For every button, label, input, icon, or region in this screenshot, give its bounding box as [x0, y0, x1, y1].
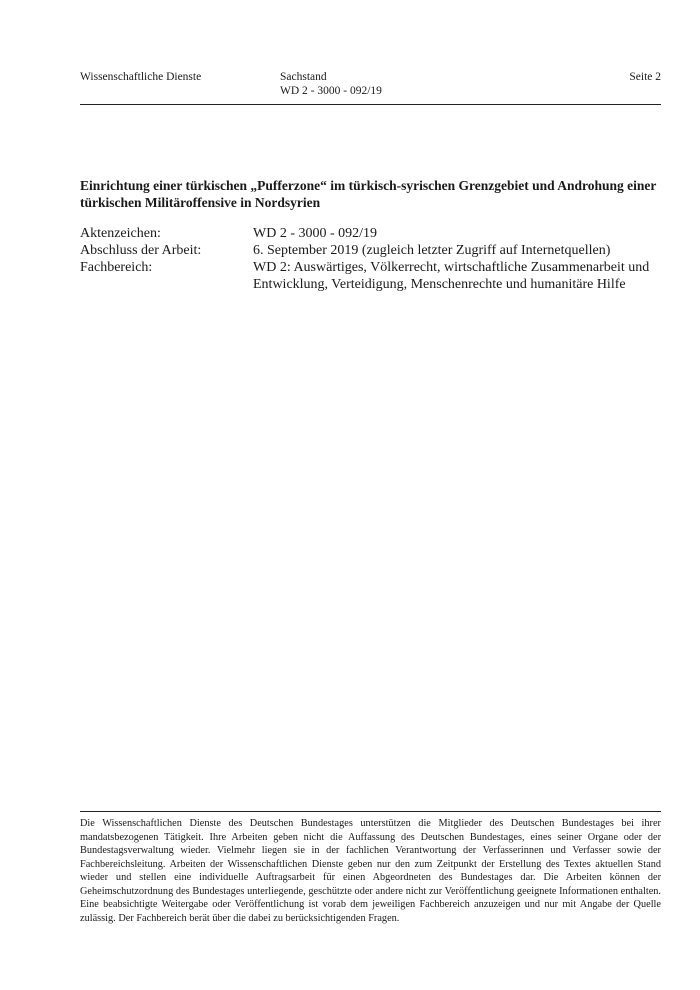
metadata-value: WD 2: Auswärtiges, Völkerrecht, wirtschaftliche Zusammenarbeit und Entwicklung, Verteidigung, Menschenrechte und humanitäre Hilfe	[253, 260, 650, 292]
metadata-row-fachbereich	[80, 259, 661, 293]
disclaimer-footer: Die Wissenschaftlichen Dienste des Deutschen Bundestages unterstützen die Mitglieder des Deutschen Bundestages bei ihrer mandatsbezogenen Tätigkeit. Ihre Arbeiten geben nicht die Auffassung des Deutschen Bundestages, eines seiner Organe oder der Bundestagsverwaltung wieder. Vielmehr liegen sie in der fachlichen Verantwortung der Verfasserinnen und Verfasser sowie der Fachbereichsleitung. Arbeiten der Wissenschaftlichen Dienste geben nur den zum Zeitpunkt der Erstellung des Textes aktuellen Stand wieder und stellen eine individuelle Auftragsarbeit für einen Abgeordneten des Bundestages dar. Die Arbeiten können der Geheimschutzordnung des Bundestages unterliegende, geschützte oder andere nicht zur Veröffentlichung geeignete Informationen enthalten. Eine beabsichtigte Weitergabe oder Veröffentlichung ist vorab dem jeweiligen Fachbereich anzuzeigen und nur mit Angabe der Quelle zulässig. Der Fachbereich berät über die dabei zu berücksichtigenden Fragen.	[80, 811, 661, 925]
header-page-number: Seite 2	[629, 71, 661, 83]
header-document-info	[280, 70, 382, 98]
metadata-value: WD 2 - 3000 - 092/19	[253, 226, 378, 241]
metadata-value: 6. September 2019 (zugleich letzter Zugriff auf Internetquellen)	[253, 243, 611, 258]
page-header	[80, 70, 661, 105]
header-organization: Wissenschaftliche Dienste	[80, 71, 202, 83]
metadata-label: Aktenzeichen:	[80, 226, 161, 241]
document-title: Einrichtung einer türkischen „Pufferzone“ im türkisch-syrischen Grenzgebiet und Androhung einer türkischen Militäroffensive in Nordsyrien	[80, 178, 657, 210]
metadata-label: Abschluss der Arbeit:	[80, 243, 202, 258]
header-document-type: Sachstand	[280, 71, 327, 83]
document-metadata	[80, 225, 661, 293]
header-reference-number: WD 2 - 3000 - 092/19	[280, 85, 382, 97]
metadata-row-aktenzeichen	[80, 225, 661, 242]
metadata-label: Fachbereich:	[80, 260, 153, 275]
metadata-row-abschluss	[80, 242, 661, 259]
